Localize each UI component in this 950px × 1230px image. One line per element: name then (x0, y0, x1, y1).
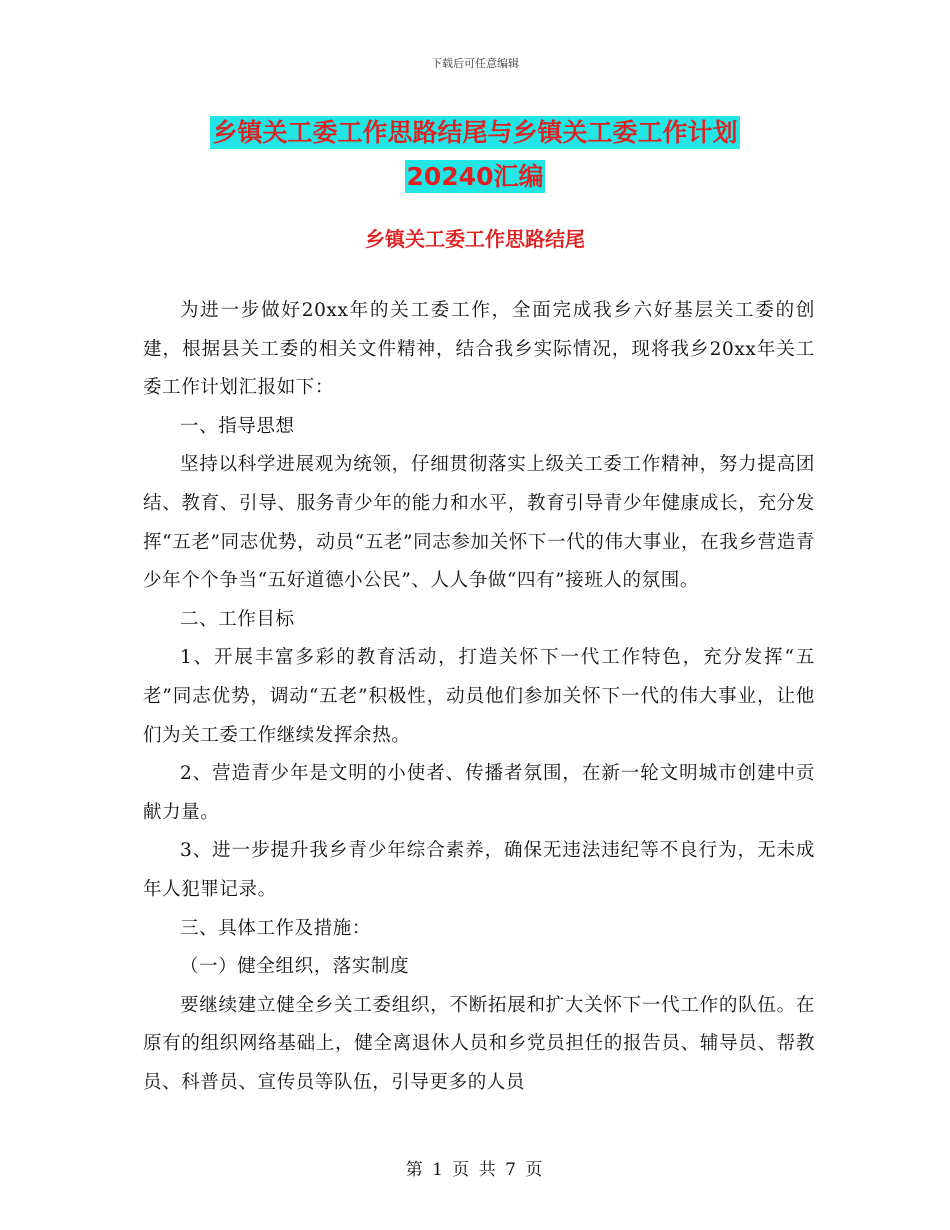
subheading-organization: （一）健全组织，落实制度 (180, 956, 410, 978)
document-title-text-1: 乡镇关工委工作思路结尾与乡镇关工委工作计划 (212, 118, 738, 147)
document-title-line-2 (0, 157, 950, 193)
document-title-text-2: 20240汇编 (406, 162, 544, 191)
paragraph: 为进一步做好20xx年的关工委工作，全面完成我乡六好基层关工委的创建，根据县关工委的相关文件精神，结合我乡实际情况，现将我乡20xx年关工委工作计划汇报如下： (143, 300, 815, 399)
paragraph: 3、进一步提升我乡青少年综合素养，确保无违法违纪等不良行为，无未成年人犯罪记录。 (143, 840, 815, 900)
document-title-line-1 (0, 113, 950, 149)
header-note: 下载后可任意编辑 (431, 57, 519, 70)
paragraph: 2、营造青少年是文明的小使者、传播者氛围，在新一轮文明城市创建中贡献力量。 (143, 763, 815, 823)
heading-specific-work: 三、具体工作及措施： (180, 917, 372, 939)
paragraph: 1、开展丰富多彩的教育活动，打造关怀下一代工作特色，充分发挥“五老”同志优势，调动“五老”积极性，动员他们参加关怀下一代的伟大事业，让他们为关工委工作继续发挥余热。 (143, 647, 815, 746)
heading-work-goals: 二、工作目标 (180, 608, 295, 630)
heading-guiding-thought: 一、指导思想 (180, 415, 295, 437)
section-title: 乡镇关工委工作思路结尾 (365, 227, 585, 251)
paragraph: 坚持以科学进展观为统领，仔细贯彻落实上级关工委工作精神，努力提高团结、教育、引导、服务青少年的能力和水平，教育引导青少年健康成长，充分发挥“五老”同志优势，动员“五老”同志参加关怀下一代的伟大事业，在我乡营造青少年个个争当“五好道德小公民”、人人争做“四有”接班人的氛围。 (143, 454, 815, 592)
document-body (143, 292, 815, 1102)
paragraph: 要继续建立健全乡关工委组织，不断拓展和扩大关怀下一代工作的队伍。在原有的组织网络基础上，健全离退休人员和乡党员担任的报告员、辅导员、帮教员、科普员、宣传员等队伍，引导更多的人员 (143, 994, 815, 1093)
page-footer: 第 1 页 共 7 页 (405, 1160, 545, 1180)
